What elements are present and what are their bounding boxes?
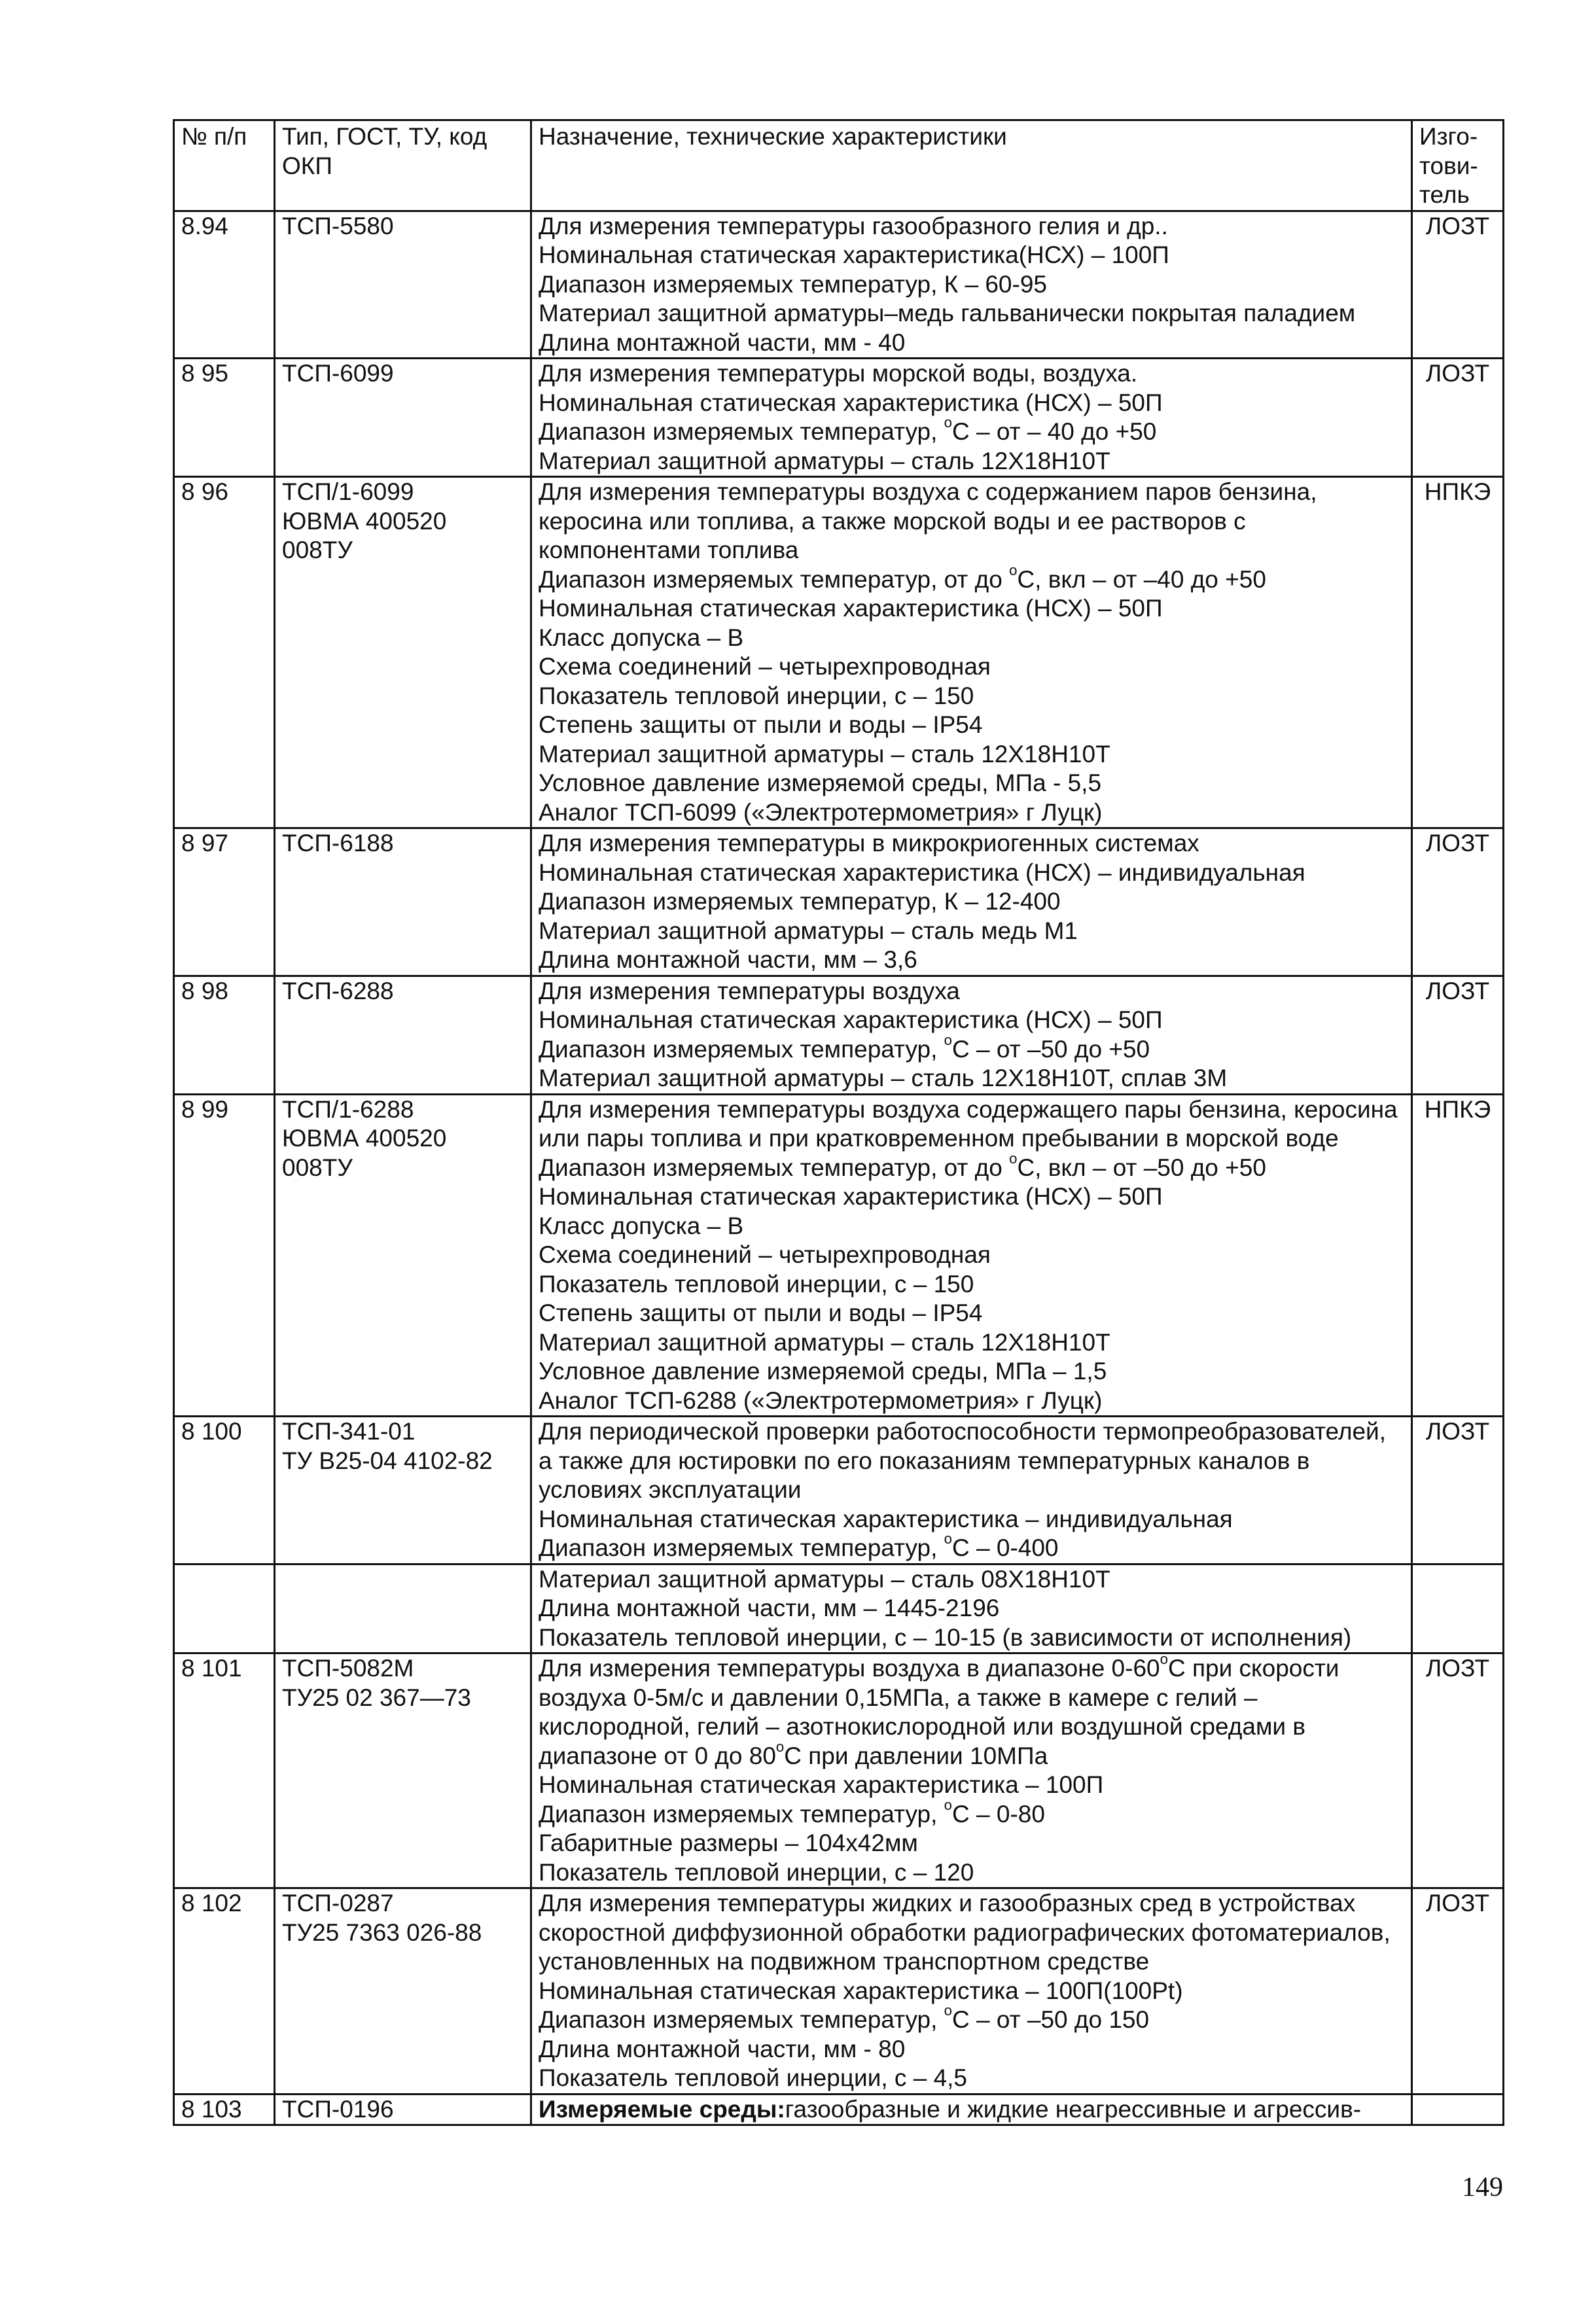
row-type-line: ТСП-5082М: [282, 1655, 414, 1682]
row-desc-line: Показатель тепловой инерции, с – 150: [539, 1270, 974, 1298]
row-desc-line: Материал защитной арматуры – сталь медь М1: [539, 917, 1078, 944]
row-desc-line: Диапазон измеряемых температур, $^o$С – 0-400: [539, 1530, 1059, 1561]
row-desc-line: Аналог ТСП-6288 («Электротермометрия» г Луцк): [539, 1387, 1103, 1414]
row-desc-line: Диапазон измеряемых температур, К – 60-95: [539, 270, 1047, 298]
row-desc-line: Для измерения температуры в микрокриогенных системах: [539, 830, 1199, 857]
row-desc-line: Диапазон измеряемых температур, $^o$С – от –50 до 150: [539, 2002, 1150, 2033]
row-desc-line: Для измерения температуры газообразного гелия и др..: [539, 212, 1168, 239]
row-desc-line: Схема соединений – четырехпроводная: [539, 1241, 991, 1268]
table-row: [174, 1417, 1504, 1564]
row-desc-line: Длина монтажной части, мм – 1445-2196: [539, 1595, 1000, 1621]
row-desc-line: Материал защитной арматуры–медь гальванически покрытая паладием: [539, 300, 1356, 327]
header-num: № п/п: [174, 120, 275, 211]
row-desc-line: Номинальная статическая характеристика (НСХ) – 50П: [539, 595, 1163, 622]
degree-sign: o: [775, 1738, 785, 1755]
row-type: [275, 976, 531, 1094]
row-type: [275, 359, 531, 477]
row-type-line: ТСП-0287: [282, 1890, 394, 1917]
row-desc-line: Габаритные размеры – 104х42мм: [539, 1830, 918, 1856]
row-type: [275, 477, 531, 828]
row-type: [275, 828, 531, 976]
row-desc-line: Показатель тепловой инерции, с – 10-15 (в зависимости от исполнения): [539, 1623, 1352, 1651]
row-desc-line: Условное давление измеряемой среды, МПа – 1,5: [539, 1358, 1107, 1385]
row-desc-line: Для периодической проверки работоспособности термопреобразователей, а также для юстировки по его показаниям температурных каналов в условиях эксплуатации: [539, 1418, 1386, 1503]
row-desc-line: Номинальная статическая характеристика – 100П: [539, 1771, 1104, 1798]
row-desc-line: Показатель тепловой инерции, с – 150: [539, 682, 974, 709]
row-type-line: 008ТУ: [282, 1154, 353, 1181]
row-desc-line: Для измерения температуры воздуха с содержанием паров бензина, керосина или топлива, а также морской воды и ее растворов с компонентами топлива: [539, 478, 1317, 563]
row-type: [275, 211, 531, 359]
row-num: 8 97: [174, 828, 275, 976]
row-type-line: ТСП-6288: [282, 977, 394, 1004]
row-desc: [531, 1564, 1412, 1653]
row-mfr: ЛОЗТ: [1412, 1417, 1504, 1564]
table-header-row: [174, 120, 1504, 211]
row-num: 8 99: [174, 1094, 275, 1417]
row-type-line: ТСП/1-6099: [282, 478, 414, 505]
row-desc-line: Класс допуска – В: [539, 624, 744, 651]
row-desc: [531, 1417, 1412, 1564]
row-desc-line: Для измерения температуры воздуха: [539, 977, 960, 1004]
row-desc-line: Диапазон измеряемых температур, $^o$С – от –50 до +50: [539, 1031, 1150, 1063]
row-desc: [531, 2094, 1412, 2125]
row-desc-line: Условное давление измеряемой среды, МПа - 5,5: [539, 769, 1102, 796]
row-desc-bold: Измеряемые среды:: [539, 2095, 785, 2123]
row-num: 8 96: [174, 477, 275, 828]
row-mfr: [1412, 1564, 1504, 1653]
row-mfr: ЛОЗТ: [1412, 211, 1504, 359]
table-row: [174, 359, 1504, 477]
row-desc-line: Для измерения температуры воздуха в диапазоне 0-60$^o$С при скорости воздуха 0-5м/с и давлении 0,15МПа, а также в камере с гелий – кислородной, гелий – азотнокислородной или воздушной средами в диапазоне от 0 до 80$^o$С при давлении 10МПа: [539, 1651, 1339, 1769]
row-num: [174, 1564, 275, 1653]
row-desc-line: Показатель тепловой инерции, с – 120: [539, 1858, 974, 1886]
row-type: [275, 1417, 531, 1564]
row-mfr: ЛОЗТ: [1412, 1888, 1504, 2095]
degree-sign: o: [944, 2002, 953, 2019]
row-mfr: ЛОЗТ: [1412, 359, 1504, 477]
row-desc-line: Для измерения температуры жидких и газообразных сред в устройствах скоростной диффузионной обработки радиографических фотоматериалов, установленных на подвижном транспортном средстве: [539, 1890, 1391, 1975]
table-row: [174, 211, 1504, 359]
row-num: 8.94: [174, 211, 275, 359]
row-num: 8 102: [174, 1888, 275, 2095]
row-desc-rest: газообразные и жидкие неагрессивные и агрессив-: [785, 2095, 1362, 2123]
row-num: 8 101: [174, 1653, 275, 1888]
row-desc: [531, 477, 1412, 828]
degree-sign: o: [944, 1530, 953, 1547]
row-desc-line: Материал защитной арматуры – сталь 12Х18Н10Т, сплав 3М: [539, 1065, 1228, 1091]
row-type-line: ТУ25 7363 026-88: [282, 1918, 482, 1946]
row-desc-line: Для измерения температуры воздуха содержащего пары бензина, керосина или пары топлива и при кратковременном пребывании в морской воде: [539, 1095, 1398, 1152]
row-desc-line: Номинальная статическая характеристика (НСХ) – 50П: [539, 389, 1163, 416]
row-type: [275, 1564, 531, 1653]
row-num: 8 103: [174, 2094, 275, 2125]
table-row: [174, 828, 1504, 976]
row-desc-line: Аналог ТСП-6099 («Электротермометрия» г Луцк): [539, 798, 1103, 826]
row-desc-line: Материал защитной арматуры – сталь 12Х18Н10Т: [539, 1328, 1110, 1356]
degree-sign: o: [944, 414, 953, 431]
row-desc-line: Номинальная статическая характеристика – индивидуальная: [539, 1505, 1233, 1532]
row-mfr: [1412, 2094, 1504, 2125]
row-desc-line: Номинальная статическая характеристика – 100П(100Pt): [539, 1977, 1183, 2004]
row-desc-line: Диапазон измеряемых температур, $^o$С – от – 40 до +50: [539, 414, 1157, 445]
row-num: 8 98: [174, 976, 275, 1094]
row-type: ТСП-0196: [275, 2094, 531, 2125]
row-mfr: ЛОЗТ: [1412, 828, 1504, 976]
spec-table: [173, 119, 1504, 2126]
degree-sign: o: [1160, 1651, 1168, 1668]
row-desc-line: Степень защиты от пыли и воды – IP54: [539, 1299, 983, 1326]
row-desc-line: Диапазон измеряемых температур, $^o$С – 0-80: [539, 1796, 1045, 1828]
row-mfr: НПКЭ: [1412, 477, 1504, 828]
row-desc-line: Длина монтажной части, мм - 40: [539, 328, 906, 356]
row-desc-line: Номинальная статическая характеристика (НСХ) – 50П: [539, 1183, 1163, 1210]
row-desc: [531, 1888, 1412, 2095]
row-desc-line: Материал защитной арматуры – сталь 12Х18Н10Т: [539, 447, 1110, 474]
row-type: [275, 1888, 531, 2095]
row-type-line: ТСП/1-6288: [282, 1095, 414, 1123]
header-type: Тип, ГОСТ, ТУ, код ОКП: [275, 120, 531, 211]
row-desc-line: Диапазон измеряемых температур, К – 12-400: [539, 888, 1061, 915]
row-desc-line: Длина монтажной части, мм – 3,6: [539, 946, 917, 973]
row-desc: [531, 211, 1412, 359]
row-desc-line: Материал защитной арматуры – сталь 08Х18Н10Т: [539, 1565, 1110, 1593]
row-desc-line: Показатель тепловой инерции, с – 4,5: [539, 2064, 967, 2091]
degree-sign: o: [944, 1796, 953, 1813]
row-type-line: ТСП-6188: [282, 830, 394, 857]
page-number: 149: [1462, 2172, 1503, 2202]
row-desc-line: Для измерения температуры морской воды, воздуха.: [539, 360, 1138, 387]
document-page: [173, 119, 1502, 2126]
row-type-line: ЮВМА 400520: [282, 507, 447, 535]
row-type-line: ТСП-6099: [282, 360, 394, 387]
row-desc-line: Длина монтажной части, мм - 80: [539, 2035, 906, 2062]
row-type: [275, 1653, 531, 1888]
row-type-line: ТУ В25-04 4102-82: [282, 1447, 493, 1474]
row-desc-line: Номинальная статическая характеристика (НСХ) – 50П: [539, 1006, 1163, 1033]
row-desc: [531, 359, 1412, 477]
row-type-line: ТУ25 02 367—73: [282, 1684, 471, 1711]
row-num: 8 100: [174, 1417, 275, 1564]
degree-sign: o: [1009, 561, 1018, 578]
row-desc: [531, 828, 1412, 976]
row-type: [275, 1094, 531, 1417]
row-num: 8 95: [174, 359, 275, 477]
degree-sign: o: [1009, 1150, 1018, 1167]
table-row: [174, 976, 1504, 1094]
row-desc-line: Номинальная статическая характеристика (НСХ) – индивидуальная: [539, 858, 1305, 886]
row-mfr: НПКЭ: [1412, 1094, 1504, 1417]
table-body: [174, 211, 1504, 2094]
row-type-line: ТСП-5580: [282, 212, 394, 239]
row-type-line: 008ТУ: [282, 537, 353, 563]
row-desc: [531, 1653, 1412, 1888]
row-desc-line: Диапазон измеряемых температур, от до $^o$С, вкл – от –50 до +50: [539, 1150, 1266, 1181]
table-row: [174, 1564, 1504, 1653]
table-row: [174, 1653, 1504, 1888]
row-desc: [531, 1094, 1412, 1417]
header-mfr: Изго-тови-тель: [1412, 120, 1504, 211]
row-desc: [531, 976, 1412, 1094]
row-desc-line: Номинальная статическая характеристика(НСХ) – 100П: [539, 241, 1169, 268]
header-desc: Назначение, технические характеристики: [531, 120, 1412, 211]
row-mfr: ЛОЗТ: [1412, 976, 1504, 1094]
row-desc-line: Схема соединений – четырехпроводная: [539, 653, 991, 680]
degree-sign: o: [944, 1031, 953, 1048]
table-row-last: [174, 2094, 1504, 2125]
row-desc-line: Материал защитной арматуры – сталь 12Х18Н10Т: [539, 740, 1110, 768]
row-desc-line: Диапазон измеряемых температур, от до $^o$С, вкл – от –40 до +50: [539, 561, 1266, 593]
row-desc-line: Степень защиты от пыли и воды – IP54: [539, 711, 983, 738]
table-row: [174, 1888, 1504, 2095]
table-row: [174, 477, 1504, 828]
row-desc-line: Класс допуска – В: [539, 1212, 744, 1239]
row-type-line: ТСП-341-01: [282, 1418, 416, 1445]
row-type-line: ЮВМА 400520: [282, 1125, 447, 1152]
table-row: [174, 1094, 1504, 1417]
row-mfr: ЛОЗТ: [1412, 1653, 1504, 1888]
